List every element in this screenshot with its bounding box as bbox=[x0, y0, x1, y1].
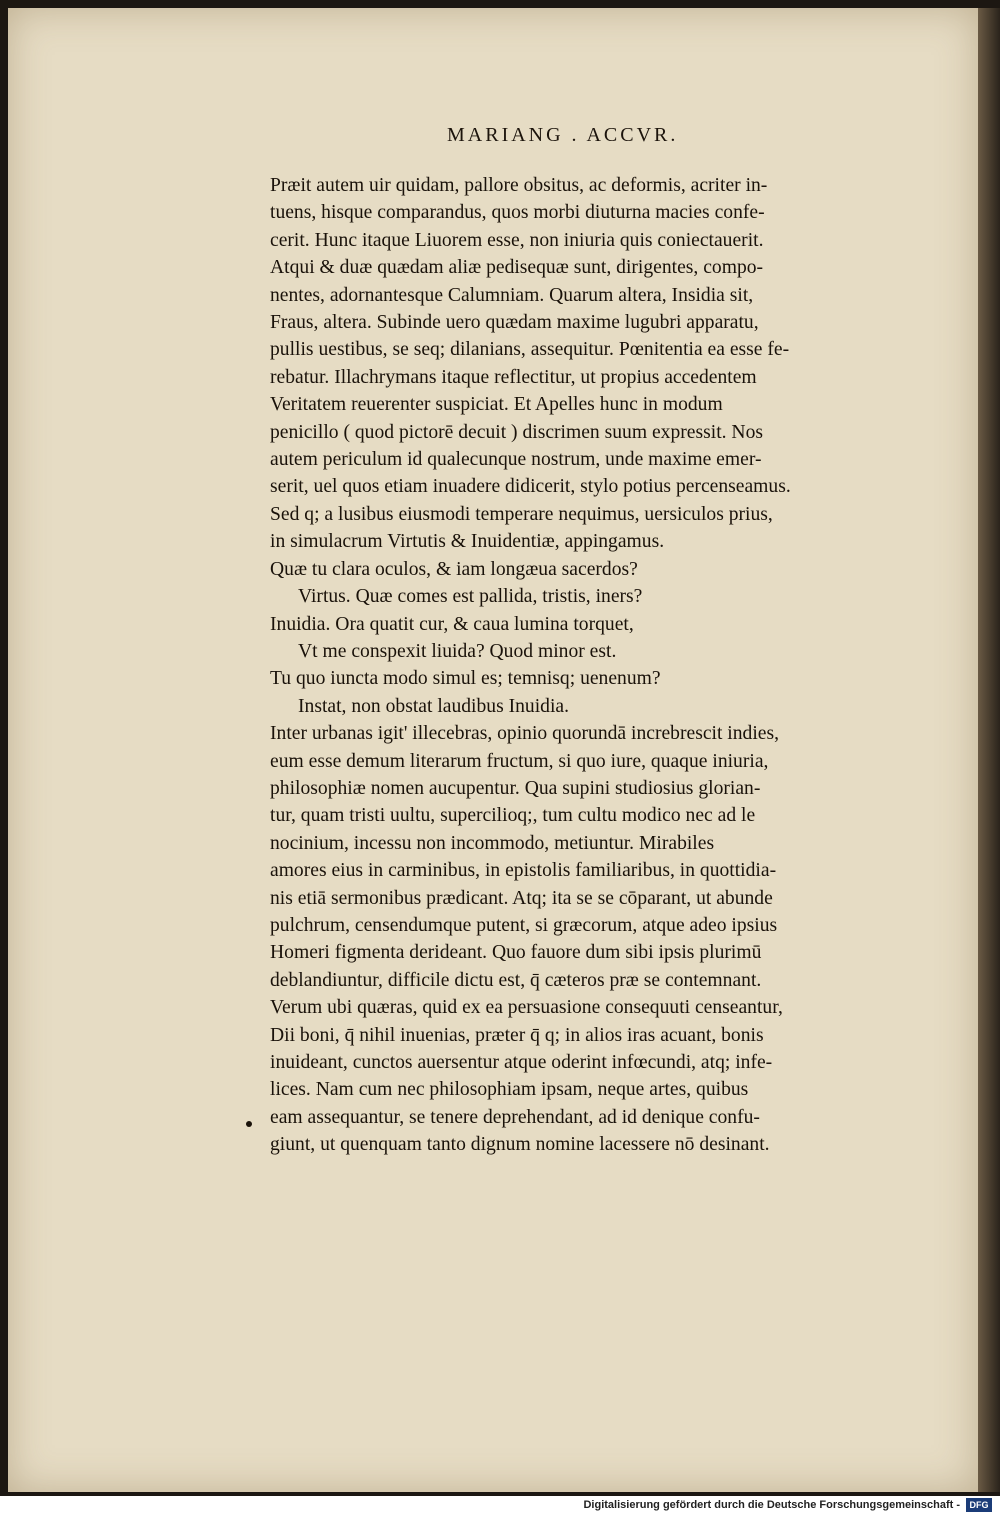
text-line: Virtus. Quæ comes est pallida, tristis, iners? bbox=[298, 586, 643, 608]
text-line: in simulacrum Virtutis & Inuidentiæ, appingamus. bbox=[270, 531, 665, 553]
margin-mark bbox=[246, 1121, 252, 1127]
text-line: tuens, hisque comparandus, quos morbi diuturna macies confe- bbox=[270, 202, 765, 224]
text-line: Inuidia. Ora quatit cur, & caua lumina torquet, bbox=[270, 613, 634, 635]
text-line: nis etiā sermonibus prædicant. Atq; ita se se cōparant, ut abunde bbox=[270, 887, 773, 909]
text-line: tur, quam tristi uultu, supercilioq;, tum cultu modico nec ad le bbox=[270, 805, 756, 827]
dfg-logo: DFG bbox=[966, 1498, 992, 1512]
text-line: inuideant, cunctos auersentur atque oderint infœcundi, atq; infe- bbox=[270, 1052, 773, 1073]
text-line: lices. Nam cum nec philosophiam ipsam, neque artes, quibus bbox=[270, 1079, 749, 1101]
text-line: Homeri figmenta derideant. Quo fauore dum sibi ipsis plurimū bbox=[270, 942, 762, 964]
text-line: Veritatem reuerenter suspiciat. Et Apelles hunc in modum bbox=[270, 394, 723, 416]
text-line: Dii boni, q̄ nihil inuenias, præter q̄ q; in alios iras acuant, bonis bbox=[270, 1024, 764, 1046]
text-line: philosophiæ nomen aucupentur. Qua supini studiosius glorian- bbox=[270, 777, 761, 799]
text-line: penicillo ( quod pictorē decuit ) discrimen suum expressit. Nos bbox=[270, 421, 764, 443]
text-line: eum esse demum literarum fructum, si quo iure, quaque iniuria, bbox=[270, 750, 769, 772]
text-line: Tu quo iuncta modo simul es; temnisq; uenenum? bbox=[270, 668, 661, 690]
text-line: amores eius in carminibus, in epistolis familiaribus, in quottidia- bbox=[270, 860, 777, 882]
text-line: Atqui & duæ quædam aliæ pedisequæ sunt, dirigentes, compo- bbox=[270, 257, 764, 279]
text-line: nocinium, incessu non incommodo, metiuntur. Mirabiles bbox=[270, 832, 715, 854]
running-head: MARIANG . ACCVR. bbox=[447, 124, 679, 146]
body-text bbox=[270, 172, 900, 1159]
text-line: Instat, non obstat laudibus Inuidia. bbox=[298, 695, 570, 717]
text-line: Quæ tu clara oculos, & iam longæua sacerdos? bbox=[270, 558, 638, 580]
text-line: Inter urbanas igit' illecebras, opinio quorundā increbrescit indies, bbox=[270, 723, 779, 745]
text-line: nentes, adornantesque Calumniam. Quarum altera, Insidia sit, bbox=[270, 284, 754, 306]
text-line: Verum ubi quæras, quid ex ea persuasione consequuti censeantur, bbox=[270, 997, 783, 1019]
text-line: Sed q; a lusibus eiusmodi temperare nequimus, uersiculos prius, bbox=[270, 503, 773, 525]
text-line: giunt, ut quenquam tanto dignum nomine lacessere nō desinant. bbox=[270, 1134, 770, 1156]
funding-credit: Digitalisierung gefördert durch die Deutsche Forschungsgemeinschaft - bbox=[583, 1499, 960, 1511]
text-line: serit, uel quos etiam inuadere didicerit, stylo potius percenseamus. bbox=[270, 476, 791, 498]
text-line: Fraus, altera. Subinde uero quædam maxime lugubri apparatu, bbox=[270, 312, 759, 334]
text-line: pulchrum, censendumque putent, si græcorum, atque adeo ipsius bbox=[270, 914, 778, 936]
text-line: rebatur. Illachrymans itaque reflectitur, ut propius accedentem bbox=[270, 366, 757, 388]
text-line: cerit. Hunc itaque Liuorem esse, non iniuria quis coniectauerit. bbox=[270, 229, 764, 251]
text-line: Vt me conspexit liuida? Quod minor est. bbox=[298, 640, 617, 662]
text-line: autem periculum id qualecunque nostrum, unde maxime emer- bbox=[270, 449, 762, 471]
text-line: deblandiuntur, difficile dictu est, q̄ cæteros præ se contemnant. bbox=[270, 969, 762, 991]
text-line: pullis uestibus, se seq; dilanians, assequitur. Pœnitentia ea esse fe- bbox=[270, 339, 790, 361]
page-edge bbox=[978, 8, 1000, 1492]
digitization-footer bbox=[0, 1496, 1000, 1516]
text-line: Præit autem uir quidam, pallore obsitus, ac deformis, acriter in- bbox=[270, 175, 768, 196]
text-line: eam assequantur, se tenere deprehendant, ad id denique confu- bbox=[270, 1106, 760, 1128]
